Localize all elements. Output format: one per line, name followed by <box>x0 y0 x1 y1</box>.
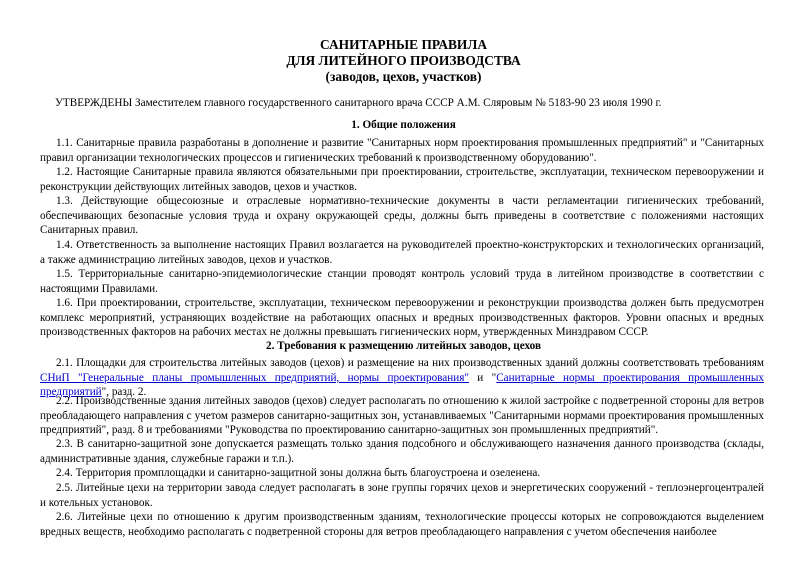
paragraph-2-3: 2.3. В санитарно-защитной зоне допускается размещать только здания подсобного и обслуживающего назначения данного производства (склады, административные здания, служебные гаражи и т.п.). <box>40 438 764 465</box>
paragraph-1-5: 1.5. Территориальные санитарно-эпидемиологические станции проводят контроль условий труда в литейном производстве в соответствии с настоящими Правилами. <box>40 268 764 295</box>
paragraph-2-1-text-middle: и " <box>468 371 497 384</box>
snip-general-plans-link[interactable]: СНиП "Генеральные планы промышленных предприятий, нормы проектирования" <box>40 371 469 384</box>
title-line-2: ДЛЯ ЛИТЕЙНОГО ПРОИЗВОДСТВА <box>286 53 521 68</box>
sanitary-norms-link[interactable]: Санитарные нормы проектирования промышленных предприятий <box>40 371 764 399</box>
paragraph-1-6: 1.6. При проектировании, строительстве, эксплуатации, техническом перевооружении и реконструкции производства должен быть предусмотрен комплекс мероприятий, устраняющих воздействие на работающих опасных и вредных производственных факторов. Уровни опасных и вредных производственных факторов на рабочих местах не должны превышать гигиенических норм, утвержденных Минздравом СССР. <box>40 297 764 339</box>
section-1-heading: 1. Общие положения <box>351 119 456 131</box>
paragraph-1-1: 1.1. Санитарные правила разработаны в дополнение и развитие "Санитарных норм проектирования промышленных предприятий" и "Санитарных правил организации технологических процессов и гигиенических требований к производственному оборудованию". <box>40 137 764 164</box>
title-line-3: (заводов, цехов, участков) <box>325 69 482 84</box>
paragraph-2-2: 2.2. Производственные здания литейных заводов (цехов) следует располагать по отношению к жилой застройке с подветренной стороны для ветров преобладающего направления с учетом размеров санитарно-защитных зон, устанавливаемых "Санитарными нормами проектирования промышленных предприятий", разд. 8 и требованиями "Руководства по проектированию санитарно-защитных зон промышленных предприятий". <box>40 395 764 437</box>
title-line-1: САНИТАРНЫЕ ПРАВИЛА <box>319 37 487 52</box>
paragraph-2-4: 2.4. Территория промплощадки и санитарно-защитной зоны должна быть благоустроена и озеленена. <box>56 467 541 479</box>
paragraph-2-5: 2.5. Литейные цехи на территории завода следует располагать в зоне группы горячих цехов и энергетических сооружений - теплоэнергоцентралей и котельных установок. <box>40 482 764 509</box>
paragraph-1-2: 1.2. Настоящие Санитарные правила являются обязательными при проектировании, строительстве, эксплуатации, техническом перевооружении и реконструкции действующих литейных заводов, цехов и участков. <box>40 166 764 193</box>
paragraph-1-4: 1.4. Ответственность за выполнение настоящих Правил возлагается на руководителей проектно-конструкторских и технологических организаций, а также администрацию литейных заводов, цехов и участков. <box>40 239 764 266</box>
paragraph-1-3: 1.3. Действующие общесоюзные и отраслевые нормативно-технические документы в части регламентации гигиенических требований, обеспечивающих безопасные условия труда и охрану окружающей среды, должны быть приведены в соответствие с положениями настоящих Санитарных правил. <box>40 195 764 237</box>
paragraph-2-1-text-end: ", разд. 2. <box>101 386 147 399</box>
paragraph-2-1-text-start: 2.1. Площадки для строительства литейных заводов (цехов) и размещение на них производственных зданий должны соответствовать требованиям <box>56 357 764 369</box>
approval-statement: УТВЕРЖДЕНЫ Заместителем главного государственного санитарного врача СССР А.М. Сляровым № 5183-90 23 июля 1990 г. <box>55 97 662 109</box>
section-2-heading: 2. Требования к размещению литейных заводов, цехов <box>265 340 542 352</box>
paragraph-2-6: 2.6. Литейные цехи по отношению к другим производственным зданиям, технологические процессы которых не сопровождаются выделением вредных веществ, необходимо располагать с подветренной стороны для ветров преобладающего направления с учетом обеспечения наиболее <box>40 511 764 538</box>
